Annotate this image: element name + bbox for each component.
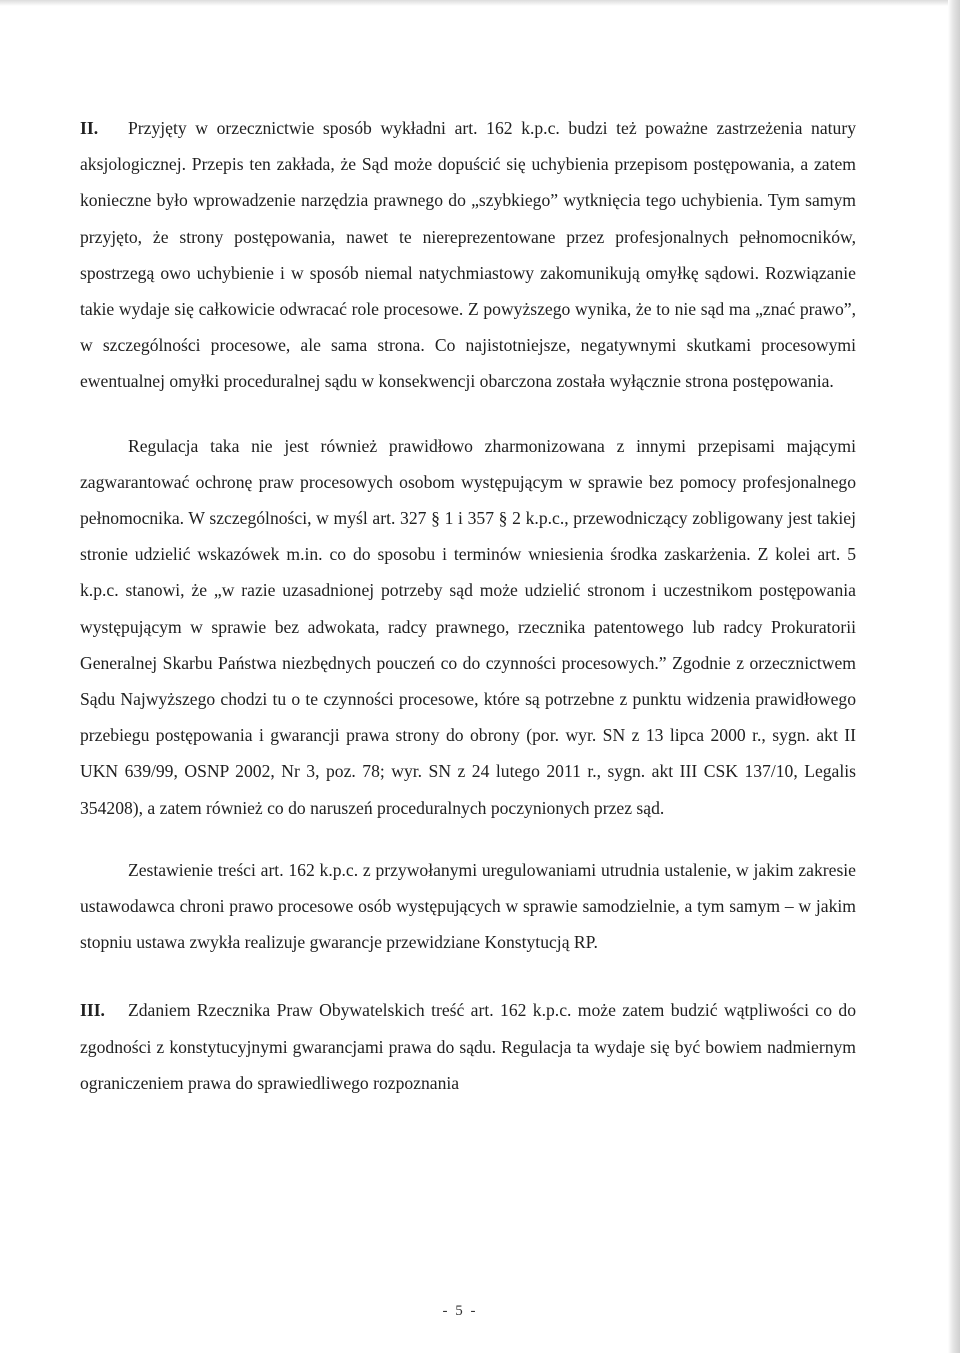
document-page: [80, 110, 856, 1101]
section-iii-paragraph: [80, 992, 856, 1101]
section-iii-number: III.: [80, 1000, 105, 1021]
section-iii-text: Zdaniem Rzecznika Praw Obywatelskich treść art. 162 k.p.c. może zatem budzić wątpliwości co do zgodności z konstytucyjnymi gwarancjami prawa do sądu. Regulacja ta wydaje się być bowiem nadmiernym ograniczeniem prawa do sprawiedliwego rozpoznania: [80, 1000, 856, 1093]
scan-edge-top: [0, 0, 960, 6]
paragraph-regulacja: Regulacja taka nie jest również prawidłowo zharmonizowana z innymi przepisami mającymi zagwarantować ochronę praw procesowych osobom występującym w sprawie bez pomocy profesjonalnego pełnomocnika. W szczególności, w myśl art. 327 § 1 i 357 § 2 k.p.c., przewodniczący zobligowany jest takiej stronie udzielić wskazówek m.in. co do sposobu i terminów wniesienia środka zaskarżenia. Z kolei art. 5 k.p.c. stanowi, że „w razie uzasadnionej potrzeby sąd może udzielić stronom i uczestnikom postępowania występującym w sprawie bez adwokata, radcy prawnego, rzecznika patentowego lub radcy Prokuratorii Generalnej Skarbu Państwa niezbędnych pouczeń co do czynności procesowych.” Zgodnie z orzecznictwem Sądu Najwyższego chodzi tu o te czynności procesowe, które są potrzebne z punktu widzenia prawidłowego przebiegu postępowania i gwarancji prawa strony do obrony (por. wyr. SN z 13 lipca 2000 r., sygn. akt II UKN 639/99, OSNP 2002, Nr 3, poz. 78; wyr. SN z 24 lutego 2011 r., sygn. akt III CSK 137/10, Legalis 354208), a zatem również co do naruszeń proceduralnych poczynionych przez sąd.: [80, 435, 856, 818]
scan-edge-right: [948, 0, 960, 1353]
section-ii-text: Przyjęty w orzecznictwie sposób wykładni art. 162 k.p.c. budzi też poważne zastrzeżenia natury aksjologicznej. Przepis ten zakłada, że Sąd może dopuścić się uchybienia przepisom postępowania, a zatem konieczne było wprowadzenie narzędzia prawnego do „szybkiego” wytknięcia tego uchybienia. Tym samym przyjęto, że strony postępowania, nawet te niereprezentowane przez profesjonalnych pełnomocników, spostrzegą owo uchybienie i w sposób niemal natychmiastowy zakomunikują omyłkę sądowi. Rozwiązanie takie wydaje się całkowicie odwracać role procesowe. Z powyższego wynika, że to nie sąd ma „znać prawo”, w szczególności procesowe, ale sama strona. Co najistotniejsze, negatywnymi skutkami procesowymi ewentualnej omyłki proceduralnej sądu w konsekwencji obarczona została wyłącznie strona postępowania.: [80, 118, 856, 392]
page-number: - 5 -: [442, 1303, 478, 1319]
section-ii-paragraph: [80, 110, 856, 400]
paragraph-zestawienie: Zestawienie treści art. 162 k.p.c. z przywołanymi uregulowaniami utrudnia ustalenie, w jakim zakresie ustawodawca chroni prawo procesowe osób występujących w sprawie samodzielnie, a tym samym – w jakim stopniu ustawa zwykła realizuje gwarancje przewidziane Konstytucją RP.: [80, 859, 856, 953]
section-ii-number: II.: [80, 118, 99, 138]
